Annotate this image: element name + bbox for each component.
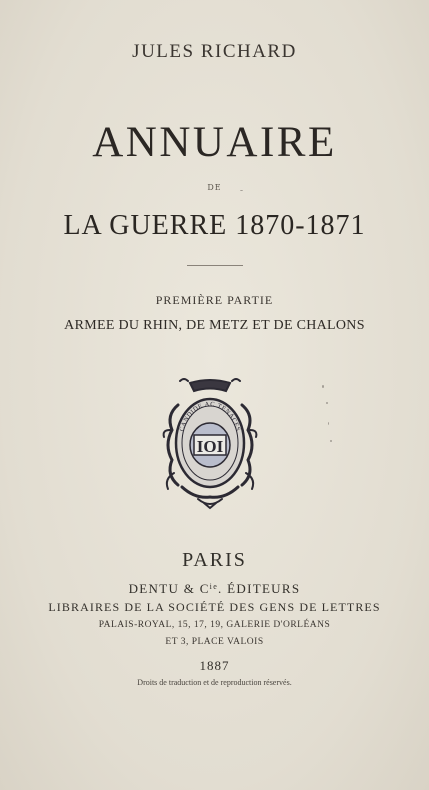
- divider-rule: [187, 265, 243, 266]
- paper-speck: [322, 385, 324, 388]
- paper-speck: [330, 440, 332, 442]
- paper-speck: [240, 190, 243, 191]
- book-subtitle: LA GUERRE 1870-1871: [63, 210, 366, 241]
- imprint-libraires: LIBRAIRES DE LA SOCIÉTÉ DES GENS DE LETTRES: [48, 600, 381, 614]
- emblem-motto: CANDIDE AC TENACES: [178, 400, 242, 433]
- imprint-address-1: PALAIS-ROYAL, 15, 17, 19, GALERIE D'ORLÉANS: [98, 620, 331, 630]
- paper-speck: [328, 422, 329, 425]
- publisher-name: DENTU &: [128, 581, 196, 596]
- publisher-emblem: [160, 375, 260, 510]
- paper-speck: [326, 402, 328, 404]
- imprint-publisher: [0, 581, 429, 597]
- imprint-year: 1887: [199, 658, 230, 673]
- publisher-co: C: [199, 581, 210, 596]
- publisher-role: . ÉDITEURS: [218, 581, 301, 596]
- emblem-monogram: IOI: [196, 437, 224, 456]
- part-subject: ARMEE DU RHIN, DE METZ ET DE CHALONS: [64, 318, 365, 333]
- imprint-city: PARIS: [182, 549, 247, 571]
- publisher-co-sup: ie: [209, 582, 219, 591]
- title-connector: DE: [207, 183, 222, 192]
- imprint-address-2: ET 3, PLACE VALOIS: [165, 637, 264, 647]
- book-title: ANNUAIRE: [92, 119, 337, 166]
- author-name: JULES RICHARD: [132, 41, 297, 62]
- rights-notice: Droits de traduction et de reproduction réservés.: [137, 678, 292, 687]
- part-heading: PREMIÈRE PARTIE: [155, 293, 274, 307]
